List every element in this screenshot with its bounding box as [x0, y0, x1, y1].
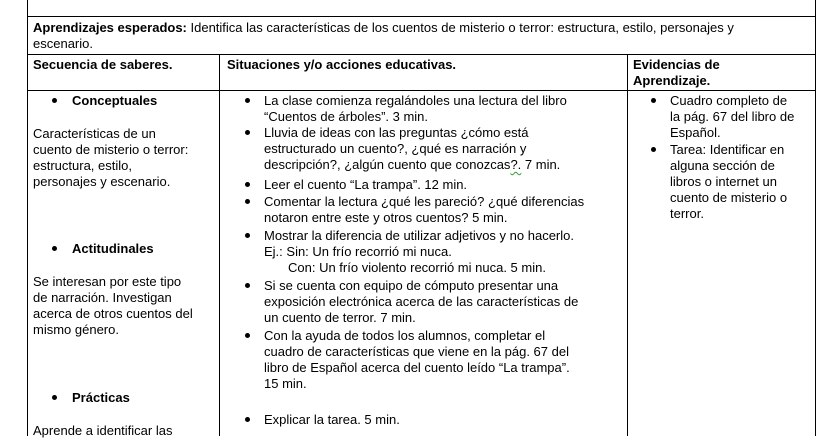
bullet-icon [245, 182, 250, 187]
evidence-line: libros o internet un [670, 174, 777, 189]
conceptuales-title: Conceptuales [72, 93, 158, 108]
header-situaciones: Situaciones y/o acciones educativas. [227, 57, 457, 72]
bullet-icon [651, 147, 656, 152]
practicas-line: Aprende a identificar las [33, 423, 173, 438]
practicas-title: Prácticas [72, 390, 130, 405]
table-border-left [27, 16, 28, 436]
bullet-icon [52, 246, 57, 251]
activity-line: Lluvia de ideas con las preguntas ¿cómo está [264, 125, 529, 140]
activity-line: “Cuentos de árboles”. 3 min. [264, 109, 429, 124]
column-divider-2 [627, 54, 628, 436]
objectives-text: Identifica las características de los cuentos de misterio o terror: estructura, estilo, personajes y [186, 20, 734, 35]
activity-line: Leer el cuento “La trampa”. 12 min. [264, 177, 468, 192]
table-border-right-top [815, 0, 816, 17]
conceptuales-line: estructura, estilo, [33, 158, 132, 173]
table-rule-header [27, 90, 816, 91]
activity-line: Explicar la tarea. 5 min. [264, 412, 400, 427]
activity-line: un cuento de terror. 7 min. [264, 310, 416, 325]
actitudinales-line: acerca de otros cuentos del [33, 306, 193, 321]
objectives-line-1 [33, 20, 734, 36]
header-evidencias-2: Aprendizaje. [633, 73, 711, 88]
activity-line: Con la ayuda de todos los alumnos, completar el [264, 328, 546, 343]
activity-line: Con: Un frío violento recorrió mi nuca. 5 min. [288, 260, 546, 275]
evidence-line: cuento de misterio o [670, 190, 788, 205]
bullet-icon [245, 283, 250, 288]
table-rule-objectives [27, 54, 816, 55]
header-secuencia: Secuencia de saberes. [33, 57, 173, 72]
conceptuales-line: personajes y escenario. [33, 174, 171, 189]
header-evidencias-1: Evidencias de [633, 57, 720, 72]
table-rule-top [27, 16, 816, 17]
bullet-icon [245, 233, 250, 238]
bullet-icon [245, 333, 250, 338]
activity-text: 7 min. [521, 157, 561, 172]
activity-line: exposición electrónica acerca de las características de [264, 294, 579, 309]
activity-line: 15 min. [264, 376, 307, 391]
evidence-line: Tarea: Identificar en [670, 142, 785, 157]
activity-line: Comentar la lectura ¿qué les pareció? ¿qué diferencias [264, 194, 585, 209]
activity-line: Ej.: Sin: Un frío recorrió mi nuca. [264, 244, 452, 259]
conceptuales-line: cuento de misterio o terror: [33, 142, 189, 157]
activity-line: Mostrar la diferencia de utilizar adjetivos y no hacerlo. [264, 228, 574, 243]
evidence-line: alguna sección de [670, 158, 775, 173]
activity-line: notaron entre este y otros cuentos? 5 min. [264, 210, 508, 225]
bullet-icon [52, 395, 57, 400]
evidence-line: la pág. 67 del libro de [670, 109, 795, 124]
activity-text: descripción?, ¿algún cuento que conozcas [264, 157, 511, 172]
bullet-icon [651, 98, 656, 103]
bullet-icon [245, 199, 250, 204]
bullet-icon [52, 98, 57, 103]
table-border-left-top [27, 0, 28, 17]
actitudinales-line: de narración. Investigan [33, 290, 172, 305]
conceptuales-line: Características de un [33, 126, 156, 141]
activity-line [264, 157, 560, 173]
actitudinales-line: mismo género. [33, 322, 119, 337]
bullet-icon [245, 98, 250, 103]
activity-line: La clase comienza regalándoles una lectura del libro [264, 93, 567, 108]
actitudinales-title: Actitudinales [72, 241, 154, 256]
activity-line: Si se cuenta con equipo de cómputo presentar una [264, 278, 559, 293]
evidence-line: terror. [670, 206, 704, 221]
column-divider-1 [219, 54, 220, 436]
bullet-icon [245, 130, 250, 135]
evidence-line: Cuadro completo de [670, 93, 788, 108]
activity-line: libro de Español acerca del cuento leído “La trampa”. [264, 360, 570, 375]
actitudinales-line: Se interesan por este tipo [33, 274, 182, 289]
objectives-line-2: escenario. [33, 36, 93, 51]
activity-text-flagged: ?. [510, 157, 522, 172]
objectives-label: Aprendizajes esperados: [33, 20, 187, 35]
evidence-line: Español. [670, 125, 721, 140]
activity-line: cuadro de características que viene en la pág. 67 del [264, 344, 569, 359]
bullet-icon [245, 417, 250, 422]
activity-line: estructurado un cuento?, ¿qué es narración y [264, 141, 527, 156]
table-border-right [815, 16, 816, 436]
